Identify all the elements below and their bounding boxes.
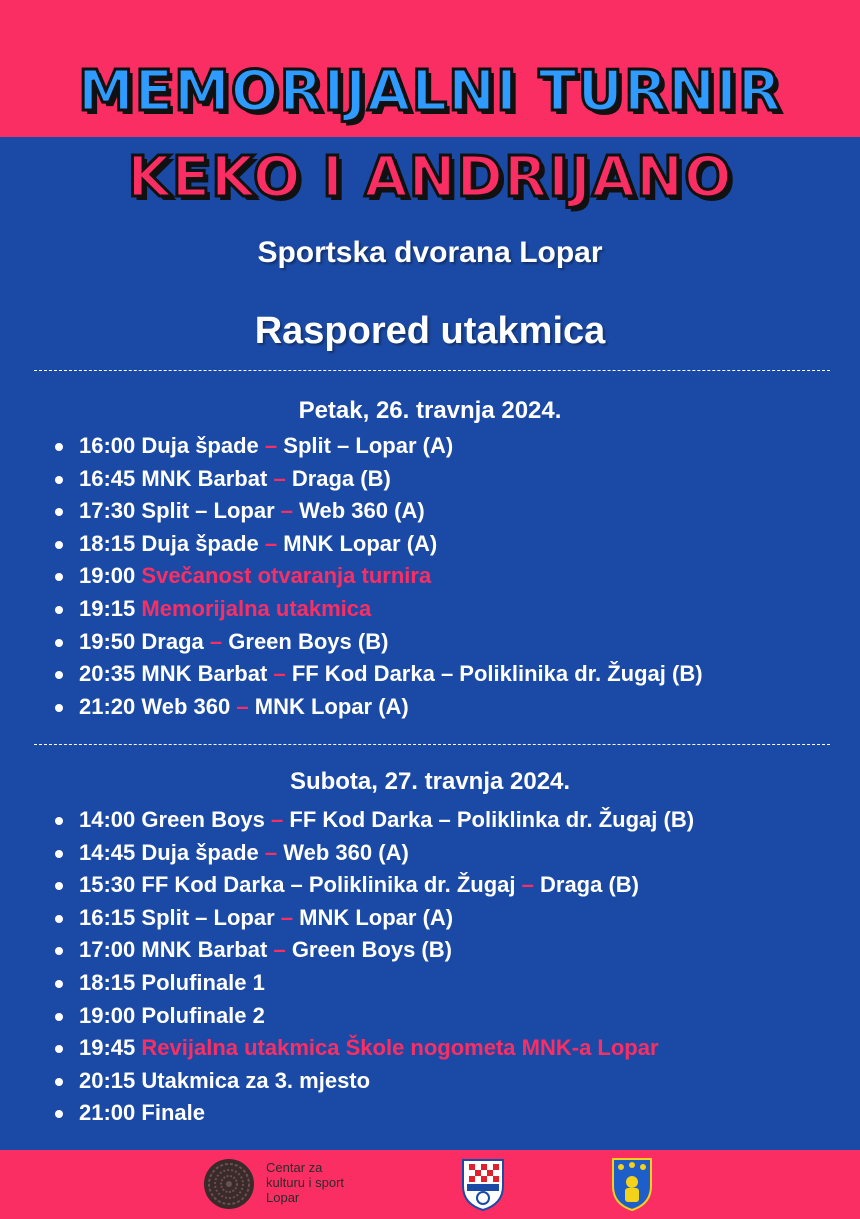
match-time: 15:30 <box>79 872 136 898</box>
team-away: Draga (B) <box>291 465 391 491</box>
match-time: 21:20 <box>79 693 136 719</box>
schedule-item <box>52 869 694 902</box>
special-event: Svečanost otvaranja turnira <box>141 563 432 589</box>
schedule-item <box>52 1000 694 1033</box>
team-home: Split – Lopar <box>141 904 275 930</box>
match-separator: – <box>264 839 278 865</box>
bullet-icon <box>55 817 63 825</box>
team-away: Green Boys (B) <box>228 628 389 654</box>
dashed-divider <box>34 370 830 371</box>
team-away: MNK Lopar (A) <box>299 904 454 930</box>
team-home: Draga <box>141 628 204 654</box>
team-away: Split – Lopar (A) <box>283 433 454 458</box>
bottom-pink-band <box>0 1150 860 1219</box>
match-time: 14:45 <box>79 839 136 865</box>
match-list-friday <box>52 430 703 723</box>
schedule-item <box>52 658 703 691</box>
mnk-lopar-crest-icon <box>459 1156 507 1212</box>
bullet-icon <box>55 704 63 712</box>
team-home: Duja špade <box>141 433 259 458</box>
schedule-item <box>52 837 694 870</box>
venue: Sportska dvorana Lopar <box>257 236 603 269</box>
schedule-item <box>52 1032 694 1065</box>
team-away: Web 360 (A) <box>283 839 409 865</box>
match-label: Utakmica za 3. mjesto <box>141 1067 371 1093</box>
match-time: 14:00 <box>79 807 136 832</box>
schedule-item <box>52 528 703 561</box>
day-title-friday: Petak, 26. travnja 2024. <box>298 397 562 424</box>
team-away: FF Kod Darka – Poliklinka dr. Žugaj (B) <box>289 807 695 832</box>
team-away: MNK Lopar (A) <box>283 530 438 556</box>
team-home: FF Kod Darka – Poliklinika dr. Žugaj <box>141 872 516 898</box>
match-time: 19:15 <box>79 595 136 621</box>
bullet-icon <box>55 573 63 581</box>
centar-text-line: kulturu i sport <box>266 1175 345 1190</box>
bullet-icon <box>55 606 63 614</box>
schedule-item <box>52 626 703 659</box>
team-away: Draga (B) <box>540 872 640 898</box>
team-home: Green Boys <box>141 807 265 832</box>
centar-text-line: Lopar <box>266 1190 300 1205</box>
match-time: 21:00 <box>79 1100 136 1126</box>
dashed-divider <box>34 744 830 745</box>
match-time: 19:45 <box>79 1035 136 1061</box>
team-home: MNK Barbat <box>141 937 268 963</box>
schedule-item <box>52 430 703 463</box>
title-line-1: MEMORIJALNI TURNIR <box>78 59 782 124</box>
team-home: Web 360 <box>141 693 231 719</box>
match-separator: – <box>264 530 278 556</box>
team-home: Split – Lopar <box>141 498 275 524</box>
centar-logo-icon <box>203 1158 255 1210</box>
day-title-saturday: Subota, 27. travnja 2024. <box>289 768 571 795</box>
title-line-2: KEKO I ANDRIJANO <box>127 145 733 210</box>
team-home: MNK Barbat <box>141 465 268 491</box>
team-away: Web 360 (A) <box>299 498 425 524</box>
team-home: MNK Barbat <box>141 661 268 687</box>
schedule-item <box>52 804 694 837</box>
bullet-icon <box>55 1078 63 1086</box>
match-time: 16:15 <box>79 904 136 930</box>
match-time: 17:00 <box>79 937 136 963</box>
bullet-icon <box>55 639 63 647</box>
bullet-icon <box>55 915 63 923</box>
match-time: 19:50 <box>79 628 136 654</box>
bullet-icon <box>55 476 63 484</box>
match-label: Finale <box>141 1100 205 1126</box>
schedule-item <box>52 934 694 967</box>
match-separator: – <box>273 465 286 491</box>
match-separator: – <box>521 872 534 898</box>
schedule-heading: Raspored utakmica <box>254 310 606 352</box>
match-time: 19:00 <box>79 563 136 589</box>
match-separator: – <box>280 498 294 524</box>
bullet-icon <box>55 1013 63 1021</box>
special-event: Revijalna utakmica Škole nogometa MNK-a Lopar <box>141 1035 659 1061</box>
bullet-icon <box>55 882 63 890</box>
team-away: FF Kod Darka – Poliklinika dr. Žugaj (B) <box>291 661 703 687</box>
schedule-item <box>52 1097 694 1130</box>
bullet-icon <box>55 443 63 451</box>
centar-text-line: Centar za <box>266 1160 323 1175</box>
schedule-item <box>52 1065 694 1098</box>
match-time: 20:35 <box>79 661 136 687</box>
match-time: 19:00 <box>79 1002 136 1028</box>
match-separator: – <box>271 807 284 832</box>
match-time: 18:15 <box>79 969 136 995</box>
schedule-item <box>52 967 694 1000</box>
match-time: 17:30 <box>79 498 136 524</box>
schedule-item <box>52 560 703 593</box>
match-time: 16:00 <box>79 433 136 458</box>
schedule-item <box>52 495 703 528</box>
match-separator: – <box>236 693 249 719</box>
team-away: MNK Lopar (A) <box>254 693 409 719</box>
team-home: Duja špade <box>141 530 259 556</box>
match-time: 20:15 <box>79 1067 136 1093</box>
bullet-icon <box>55 850 63 858</box>
centar-text <box>266 1160 344 1205</box>
match-time: 18:15 <box>79 530 136 556</box>
bullet-icon <box>55 947 63 955</box>
match-separator: – <box>280 904 294 930</box>
match-separator: – <box>273 937 286 963</box>
lopar-coat-of-arms-icon <box>610 1156 654 1212</box>
schedule-item <box>52 691 703 724</box>
team-away: Green Boys (B) <box>291 937 452 963</box>
schedule-item <box>52 902 694 935</box>
match-separator: – <box>209 628 223 654</box>
schedule-item <box>52 463 703 496</box>
bullet-icon <box>55 1110 63 1118</box>
bullet-icon <box>55 541 63 549</box>
match-label: Polufinale 1 <box>141 969 265 995</box>
bullet-icon <box>55 508 63 516</box>
special-event: Memorijalna utakmica <box>141 595 372 621</box>
bullet-icon <box>55 671 63 679</box>
match-separator: – <box>273 661 286 687</box>
schedule-item <box>52 593 703 626</box>
bullet-icon <box>55 980 63 988</box>
match-separator: – <box>264 433 278 458</box>
bullet-icon <box>55 1045 63 1053</box>
match-time: 16:45 <box>79 465 136 491</box>
match-label: Polufinale 2 <box>141 1002 265 1028</box>
team-home: Duja špade <box>141 839 259 865</box>
match-list-saturday <box>52 804 694 1130</box>
